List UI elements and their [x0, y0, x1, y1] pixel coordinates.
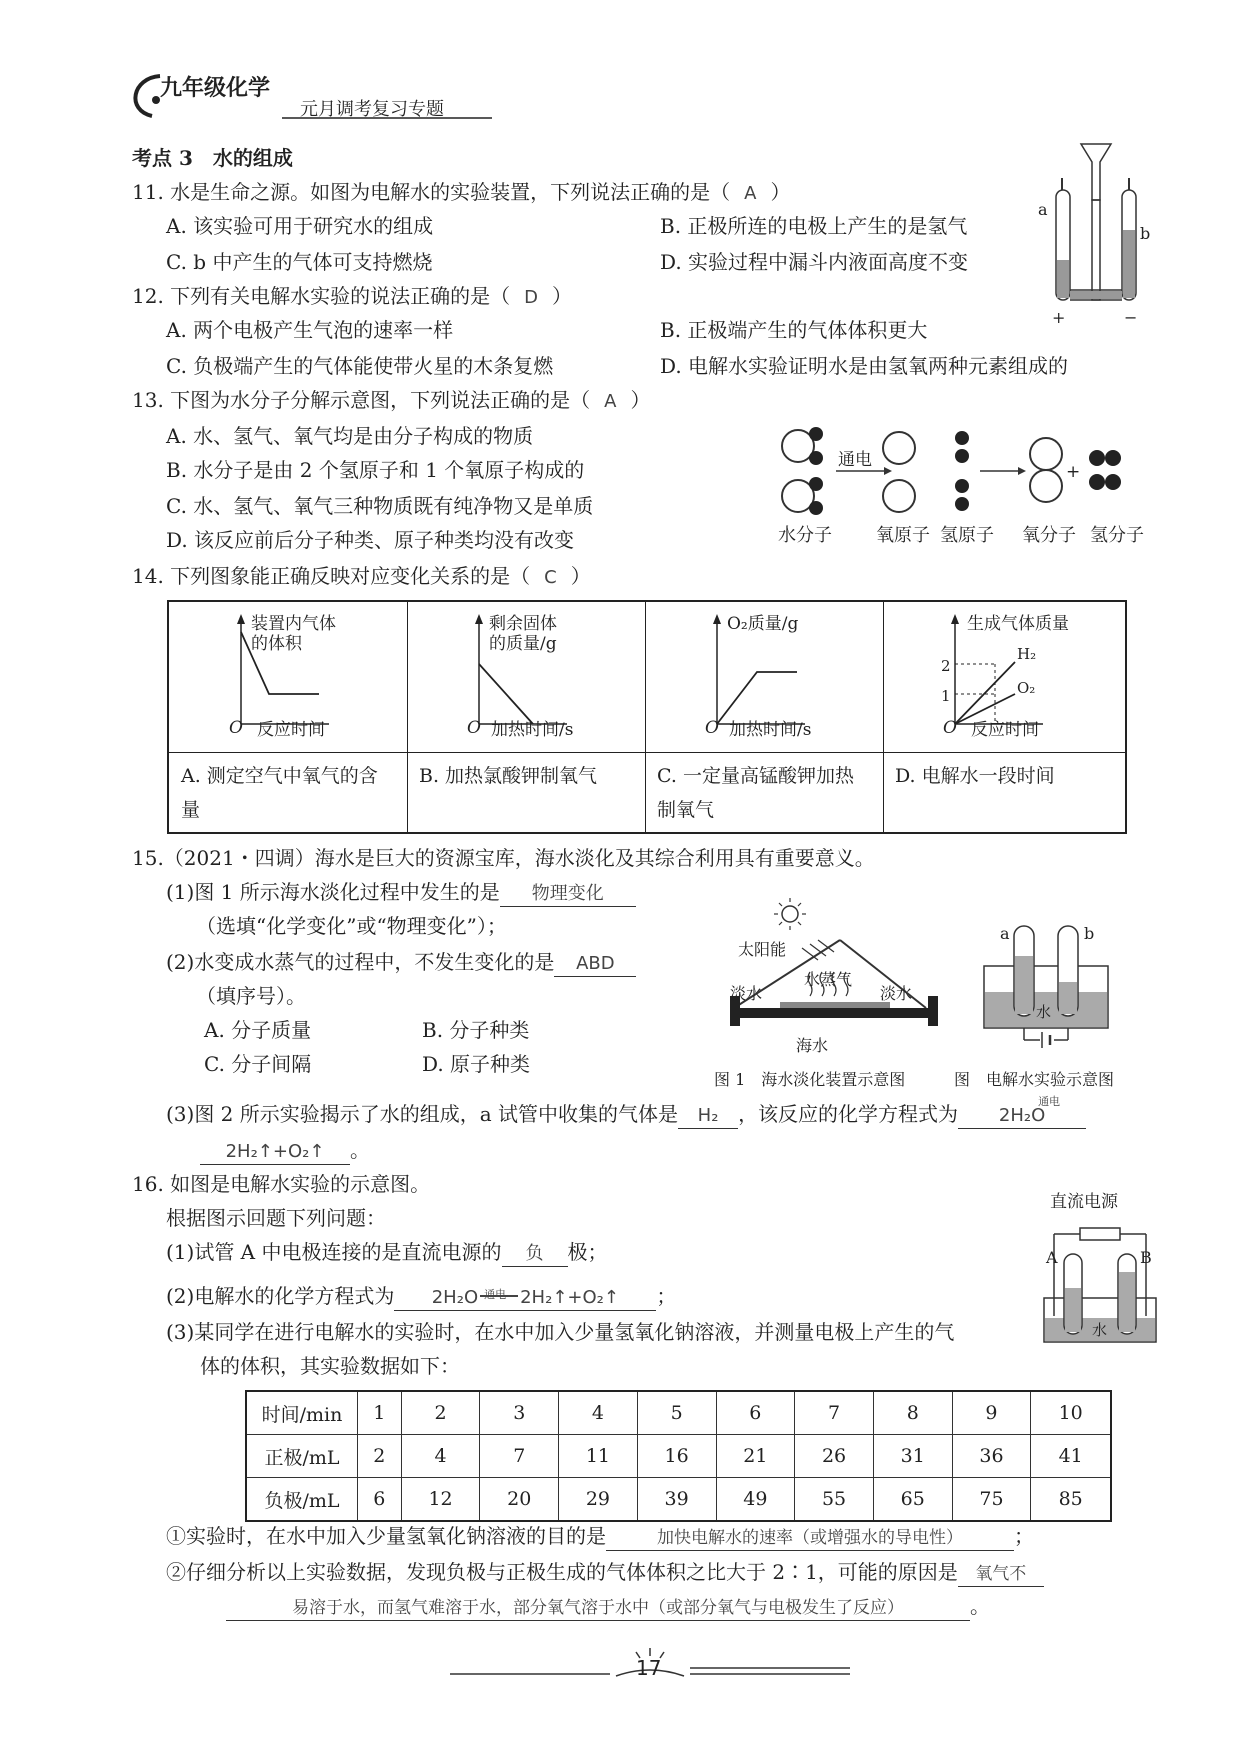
- q11-option-b: B. 正极所连的电极上产生的是氢气: [660, 214, 968, 238]
- table-cell: 2: [358, 1435, 402, 1478]
- fig1-caption: 图 1 海水淡化装置示意图: [714, 1070, 906, 1089]
- q15-option-c: C. 分子间隔: [204, 1052, 312, 1076]
- graph-d-origin: O: [943, 718, 957, 738]
- q13-option-c: C. 水、氢气、氧气三种物质既有纯净物又是单质: [166, 494, 594, 518]
- q16-part3-line1: (3)某同学在进行电解水的实验时，在水中加入少量氢氧化钠溶液，并测量电极上产生的气: [166, 1320, 955, 1344]
- table-header-cell: 1: [358, 1391, 402, 1435]
- electrolysis-apparatus-1: [1036, 140, 1156, 330]
- book-title: 九年级化学: [160, 75, 271, 101]
- table-header-cell: 10: [1031, 1391, 1111, 1435]
- fig1-right-water-label: 淡水: [880, 984, 913, 1003]
- label-oxygen-molecule: 氧分子: [1022, 525, 1076, 546]
- q14-answer: C: [544, 567, 557, 588]
- graph-c-xlabel: 加热时间/s: [729, 720, 812, 740]
- table-cell: 75: [952, 1478, 1031, 1522]
- graph-b-ylabel2: 的质量/g: [489, 634, 557, 654]
- table-header-cell: 5: [637, 1391, 716, 1435]
- q14-stem: 14. 下列图象能正确反映对应变化关系的是（ C ）: [132, 564, 591, 588]
- graph-d-caption: D. 电解水一段时间: [883, 752, 1125, 832]
- table-cell: 49: [716, 1478, 795, 1522]
- table-header-cell: 3: [480, 1391, 559, 1435]
- diagram-plus: +: [1066, 462, 1081, 482]
- fig3-water-label: 水: [1092, 1321, 1108, 1339]
- graph-a-xlabel: 反应时间: [257, 720, 325, 740]
- label-water-molecule: 水分子: [778, 525, 832, 546]
- graph-d-o2-label: O₂: [1017, 679, 1036, 697]
- q11-option-d: D. 实验过程中漏斗内液面高度不变: [660, 250, 969, 274]
- table-row: [246, 1478, 1111, 1522]
- apparatus-label-minus: −: [1124, 308, 1138, 327]
- q12-answer: D: [524, 287, 539, 308]
- graph-a-ylabel: 装置内气体: [251, 614, 336, 634]
- q11-stem: 11. 水是生命之源。如图为电解水的实验装置，下列说法正确的是（ A ）: [132, 180, 791, 204]
- diagram-arrow-label: 通电: [838, 450, 872, 470]
- graph-c-caption: C. 一定量高锰酸钾加热制氧气: [645, 752, 883, 832]
- table-header-cell: 时间/min: [246, 1391, 358, 1435]
- table-cell: 4: [401, 1435, 480, 1478]
- label-hydrogen-molecule: 氢分子: [1090, 525, 1144, 546]
- electrolysis-figure-2: [974, 922, 1124, 1052]
- q12-option-d: D. 电解水实验证明水是由氢氧两种元素组成的: [660, 354, 1069, 378]
- q16-part3-line2: 体的体积，其实验数据如下：: [200, 1354, 460, 1378]
- table-cell: 21: [716, 1435, 795, 1478]
- graph-c-origin: O: [705, 718, 719, 738]
- q13-stem: 13. 下图为水分子分解示意图，下列说法正确的是（ A ）: [132, 388, 651, 412]
- apparatus-label-a: a: [1038, 200, 1048, 219]
- table-cell: 29: [559, 1478, 638, 1522]
- table-row: [246, 1435, 1111, 1478]
- fig2-label-b: b: [1084, 924, 1095, 943]
- q11-option-a: A. 该实验可用于研究水的组成: [166, 214, 434, 238]
- q15-equation-condition: 通电: [1038, 1095, 1061, 1108]
- q16-conclusion-1: ①实验时，在水中加入少量氢氧化钠溶液的目的是 加快电解水的速率（或增强水的导电性） ；: [166, 1524, 1034, 1551]
- section-title: 考点 3 水的组成: [132, 146, 293, 170]
- q13-option-b: B. 水分子是由 2 个氢原子和 1 个氧原子构成的: [166, 458, 585, 482]
- fig2-water-label: 水: [1036, 1003, 1052, 1021]
- q15-option-a: A. 分子质量: [204, 1018, 312, 1042]
- graph-a-ylabel2: 的体积: [251, 634, 302, 654]
- q11-option-c: C. b 中产生的气体可支持燃烧: [166, 250, 433, 274]
- q15-answer-3: H₂: [678, 1104, 738, 1129]
- table-cell: 6: [358, 1478, 402, 1522]
- q12-option-a: A. 两个电极产生气泡的速率一样: [166, 318, 454, 342]
- table-cell: 16: [637, 1435, 716, 1478]
- graph-cell-b: [407, 602, 646, 832]
- table-header-cell: 4: [559, 1391, 638, 1435]
- graph-b-origin: O: [467, 718, 481, 738]
- fig1-vapor-label: 水蒸气: [804, 970, 853, 989]
- graph-a-caption: A. 测定空气中氧气的含量: [169, 752, 407, 832]
- graph-d-tick-1: 1: [941, 687, 951, 705]
- q11-answer: A: [744, 183, 757, 204]
- table-cell: 26: [795, 1435, 874, 1478]
- table-header-cell: 9: [952, 1391, 1031, 1435]
- q16-conclusion-2: ②仔细分析以上实验数据，发现负极与正极生成的气体体积之比大于 2∶1，可能的原因是 氧气不: [166, 1560, 1044, 1587]
- table-cell: 20: [480, 1478, 559, 1522]
- graph-b-xlabel: 加热时间/s: [491, 720, 574, 740]
- q15-answer-2: ABD: [554, 952, 636, 977]
- graph-a-origin: O: [229, 718, 243, 738]
- q13-option-a: A. 水、氢气、氧气均是由分子构成的物质: [166, 424, 534, 448]
- graph-b-caption: B. 加热氯酸钾制氧气: [407, 752, 645, 832]
- fig3-label-a: A: [1046, 1248, 1058, 1267]
- fig3-label-b: B: [1140, 1248, 1152, 1267]
- table-cell: 11: [559, 1435, 638, 1478]
- graph-d-h2-label: H₂: [1017, 645, 1037, 663]
- q16-answer-1: 负: [502, 1242, 568, 1267]
- table-cell: 65: [873, 1478, 952, 1522]
- water-molecule-diagram: [776, 424, 1156, 524]
- label-oxygen-atom: 氧原子: [876, 525, 930, 546]
- table-header-cell: 6: [716, 1391, 795, 1435]
- fig2-label-a: a: [1000, 924, 1010, 943]
- table-cell: 正极/mL: [246, 1435, 358, 1478]
- q15-option-d: D. 原子种类: [422, 1052, 531, 1076]
- q15-option-b: B. 分子种类: [422, 1018, 530, 1042]
- graph-d-tick-2: 2: [941, 657, 951, 675]
- q15-part1: (1)图 1 所示海水淡化过程中发生的是 物理变化: [166, 880, 636, 907]
- q16-sub: 根据图示回题下列问题：: [166, 1206, 386, 1230]
- q12-stem: 12. 下列有关电解水实验的说法正确的是（ D ）: [132, 284, 573, 308]
- graph-cell-c: [645, 602, 884, 832]
- fig1-sea-label: 海水: [796, 1036, 829, 1055]
- q16-answer-c2-part2: 易溶于水，而氢气难溶于水，部分氧气溶于水中（或部分氧气与电极发生了反应）: [226, 1596, 970, 1621]
- q16-conclusion-2-cont: 易溶于水，而氢气难溶于水，部分氧气溶于水中（或部分氧气与电极发生了反应） 。: [226, 1594, 990, 1621]
- q16-answer-c2-part1: 氧气不: [958, 1562, 1044, 1587]
- q12-option-c: C. 负极端产生的气体能使带火星的木条复燃: [166, 354, 554, 378]
- graph-c-ylabel: O₂质量/g: [727, 614, 799, 634]
- graph-cell-a: [169, 602, 408, 832]
- fig3-power-label: 直流电源: [1050, 1192, 1118, 1212]
- q15-part1-hint: （选填“化学变化”或“物理变化”）；: [196, 914, 507, 938]
- graph-d-ylabel: 生成气体质量: [967, 614, 1069, 634]
- table-header-cell: 7: [795, 1391, 874, 1435]
- q15-stem: 15.（2021・四调）海水是巨大的资源宝库，海水淡化及其综合利用具有重要意义。: [132, 846, 875, 870]
- table-cell: 85: [1031, 1478, 1111, 1522]
- apparatus-label-plus: +: [1052, 308, 1066, 327]
- q16-answer-2: 2H₂O 通电 2H₂↑+O₂↑: [394, 1286, 656, 1311]
- q15-part2: (2)水变成水蒸气的过程中，不发生变化的是 ABD: [166, 950, 636, 977]
- q15-answer-1: 物理变化: [500, 882, 636, 907]
- table-cell: 负极/mL: [246, 1478, 358, 1522]
- table-cell: 7: [480, 1435, 559, 1478]
- q16-part2: (2)电解水的化学方程式为 2H₂O 通电 2H₂↑+O₂↑ ；: [166, 1284, 676, 1311]
- q13-option-d: D. 该反应前后分子种类、原子种类均没有改变: [166, 528, 575, 552]
- graph-cell-d: [883, 602, 1125, 832]
- q14-graph-table: [167, 600, 1127, 834]
- q16-answer-c1: 加快电解水的速率（或增强水的导电性）: [606, 1526, 1014, 1551]
- q15-equation-left: 通电 2H₂O: [958, 1104, 1086, 1129]
- q13-answer: A: [604, 391, 617, 412]
- label-hydrogen-atom: 氢原子: [940, 525, 994, 546]
- fig2-caption: 图 电解水实验示意图: [954, 1070, 1115, 1089]
- table-header-cell: 2: [401, 1391, 480, 1435]
- table-cell: 41: [1031, 1435, 1111, 1478]
- graph-b-ylabel: 剩余固体: [489, 614, 557, 634]
- q16-data-table: [245, 1390, 1112, 1522]
- table-cell: 31: [873, 1435, 952, 1478]
- q15-equation-right: 2H₂↑+O₂↑ 。: [200, 1138, 370, 1165]
- page-number: 17: [636, 1656, 662, 1680]
- fig1-left-water-label: 淡水: [730, 984, 763, 1003]
- q16-part1: (1)试管 A 中电极连接的是直流电源的 负 极；: [166, 1240, 608, 1267]
- fig1-sun-label: 太阳能: [738, 940, 787, 959]
- q15-part3: (3)图 2 所示实验揭示了水的组成，a 试管中收集的气体是 H₂ ，该反应的化学方程式为 通电 2H₂O: [166, 1102, 1086, 1129]
- book-subtitle: 元月调考复习专题: [300, 99, 444, 120]
- q16-equation-condition: 通电: [484, 1288, 507, 1301]
- q15-part2-hint: （填序号）。: [196, 984, 306, 1008]
- table-cell: 12: [401, 1478, 480, 1522]
- table-cell: 39: [637, 1478, 716, 1522]
- q12-option-b: B. 正极端产生的气体体积更大: [660, 318, 928, 342]
- table-header-row: [246, 1391, 1111, 1435]
- q16-stem: 16. 如图是电解水实验的示意图。: [132, 1172, 431, 1196]
- table-header-cell: 8: [873, 1391, 952, 1435]
- apparatus-label-b: b: [1140, 224, 1151, 243]
- graph-d-xlabel: 反应时间: [971, 720, 1039, 740]
- table-cell: 55: [795, 1478, 874, 1522]
- table-cell: 36: [952, 1435, 1031, 1478]
